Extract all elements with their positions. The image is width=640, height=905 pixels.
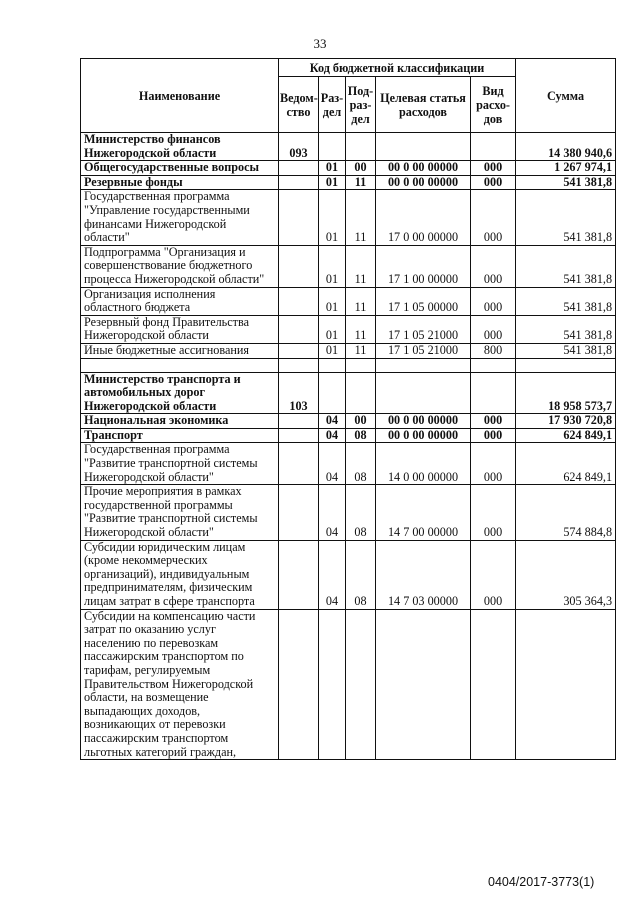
row-vid-cell: 800: [471, 343, 516, 358]
row-podrazdel-cell: [346, 372, 376, 414]
row-razdel-cell: 01: [319, 315, 346, 343]
row-vedomstvo-cell: [279, 190, 319, 245]
row-celevaya-cell: 14 7 00 00000: [376, 485, 471, 540]
row-celevaya-cell: 14 0 00 00000: [376, 443, 471, 485]
row-sum-cell: 1 267 974,1: [516, 161, 616, 176]
header-code-group: Код бюджетной классификации: [279, 59, 516, 77]
row-celevaya-cell: 17 1 05 00000: [376, 287, 471, 315]
table-row: [81, 358, 616, 372]
row-celevaya-cell: 00 0 00 00000: [376, 428, 471, 443]
header-celevaya: Целевая статья расходов: [376, 77, 471, 133]
row-celevaya-cell: 14 7 03 00000: [376, 540, 471, 609]
row-vedomstvo-cell: [279, 609, 319, 760]
row-celevaya-cell: [376, 609, 471, 760]
row-razdel-cell: [319, 372, 346, 414]
row-sum-cell: 18 958 573,7: [516, 372, 616, 414]
row-vid-cell: 000: [471, 485, 516, 540]
row-podrazdel-cell: 11: [346, 245, 376, 287]
row-podrazdel-cell: 11: [346, 287, 376, 315]
row-vid-cell: [471, 372, 516, 414]
row-name-cell: Общегосударственные вопросы: [81, 161, 279, 176]
row-sum-cell: 624 849,1: [516, 428, 616, 443]
table-row: [81, 133, 616, 161]
row-vid-cell: 000: [471, 540, 516, 609]
row-sum-cell: 541 381,8: [516, 315, 616, 343]
header-razdel: Раз-дел: [319, 77, 346, 133]
row-celevaya-cell: [376, 358, 471, 372]
document-code: 0404/2017-3773(1): [488, 875, 595, 889]
row-celevaya-cell: [376, 133, 471, 161]
row-celevaya-cell: 00 0 00 00000: [376, 414, 471, 429]
table-row: [81, 414, 616, 429]
row-name-cell: Прочие мероприятия в рамках государственной программы "Развитие транспортной системы Нижегородской области": [81, 485, 279, 540]
row-vedomstvo-cell: [279, 343, 319, 358]
table-row: [81, 540, 616, 609]
row-razdel-cell: [319, 609, 346, 760]
row-vedomstvo-cell: 103: [279, 372, 319, 414]
header-name: Наименование: [81, 59, 279, 133]
row-vedomstvo-cell: [279, 161, 319, 176]
row-celevaya-cell: 17 0 00 00000: [376, 190, 471, 245]
row-podrazdel-cell: 08: [346, 540, 376, 609]
row-vid-cell: 000: [471, 287, 516, 315]
row-celevaya-cell: 17 1 00 00000: [376, 245, 471, 287]
row-razdel-cell: 01: [319, 190, 346, 245]
row-name-cell: Субсидии юридическим лицам (кроме некоммерческих организаций), индивидуальным предпринимателям, физическим лицам затрат в сфере транспорта: [81, 540, 279, 609]
header-sum: Сумма: [516, 59, 616, 133]
row-vedomstvo-cell: [279, 287, 319, 315]
table-row: [81, 287, 616, 315]
row-razdel-cell: 04: [319, 414, 346, 429]
row-sum-cell: 541 381,8: [516, 245, 616, 287]
row-vedomstvo-cell: [279, 443, 319, 485]
table-row: [81, 609, 616, 760]
row-celevaya-cell: 00 0 00 00000: [376, 175, 471, 190]
budget-table: [80, 58, 616, 760]
row-sum-cell: 541 381,8: [516, 175, 616, 190]
row-name-cell: Организация исполнения областного бюджета: [81, 287, 279, 315]
row-vid-cell: 000: [471, 443, 516, 485]
row-razdel-cell: 01: [319, 343, 346, 358]
row-vid-cell: 000: [471, 161, 516, 176]
row-podrazdel-cell: 08: [346, 485, 376, 540]
row-name-cell: Резервный фонд Правительства Нижегородской области: [81, 315, 279, 343]
row-name-cell: Подпрограмма "Организация и совершенствование бюджетного процесса Нижегородской области": [81, 245, 279, 287]
row-vedomstvo-cell: 093: [279, 133, 319, 161]
row-vedomstvo-cell: [279, 428, 319, 443]
row-sum-cell: 541 381,8: [516, 190, 616, 245]
row-vedomstvo-cell: [279, 485, 319, 540]
row-celevaya-cell: 00 0 00 00000: [376, 161, 471, 176]
row-celevaya-cell: 17 1 05 21000: [376, 315, 471, 343]
page-number: 33: [313, 36, 327, 51]
row-vid-cell: [471, 358, 516, 372]
row-vedomstvo-cell: [279, 175, 319, 190]
table-row: [81, 372, 616, 414]
row-razdel-cell: 04: [319, 428, 346, 443]
row-vid-cell: 000: [471, 414, 516, 429]
row-razdel-cell: [319, 133, 346, 161]
row-name-cell: Министерство транспорта и автомобильных дорог Нижегородской области: [81, 372, 279, 414]
row-name-cell: Субсидии на компенсацию части затрат по оказанию услуг населению по перевозкам пассажирским транспортом по тарифам, регулируемым Правительством Нижегородской области, на возмещение выпадающих доходов, возникающих от перевозки пассажирским транспортом льготных категорий граждан,: [81, 609, 279, 760]
row-sum-cell: 541 381,8: [516, 287, 616, 315]
row-celevaya-cell: 17 1 05 21000: [376, 343, 471, 358]
row-name-cell: Государственная программа "Развитие транспортной системы Нижегородской области": [81, 443, 279, 485]
row-vedomstvo-cell: [279, 414, 319, 429]
row-vid-cell: 000: [471, 190, 516, 245]
row-vid-cell: 000: [471, 315, 516, 343]
table-row: [81, 343, 616, 358]
row-podrazdel-cell: 11: [346, 343, 376, 358]
row-vid-cell: [471, 133, 516, 161]
table-row: [81, 245, 616, 287]
row-podrazdel-cell: [346, 609, 376, 760]
row-podrazdel-cell: 11: [346, 315, 376, 343]
row-name-cell: Государственная программа "Управление государственными финансами Нижегородской области": [81, 190, 279, 245]
header-vid: Вид расхо-дов: [471, 77, 516, 133]
row-sum-cell: [516, 358, 616, 372]
row-name-cell: Транспорт: [81, 428, 279, 443]
table-row: [81, 315, 616, 343]
header-vedomstvo: Ведом-ство: [279, 77, 319, 133]
header-podrazdel: Под-раз-дел: [346, 77, 376, 133]
row-vedomstvo-cell: [279, 245, 319, 287]
row-podrazdel-cell: [346, 358, 376, 372]
table-row: [81, 190, 616, 245]
row-sum-cell: 541 381,8: [516, 343, 616, 358]
row-name-cell: [81, 358, 279, 372]
row-razdel-cell: 04: [319, 540, 346, 609]
table-body: [81, 133, 616, 760]
row-podrazdel-cell: 11: [346, 175, 376, 190]
row-vedomstvo-cell: [279, 540, 319, 609]
row-sum-cell: 574 884,8: [516, 485, 616, 540]
table-row: [81, 161, 616, 176]
row-razdel-cell: 01: [319, 175, 346, 190]
row-sum-cell: [516, 609, 616, 760]
row-podrazdel-cell: 08: [346, 428, 376, 443]
row-podrazdel-cell: 08: [346, 443, 376, 485]
row-podrazdel-cell: 11: [346, 190, 376, 245]
table-row: [81, 485, 616, 540]
row-name-cell: Иные бюджетные ассигнования: [81, 343, 279, 358]
row-vid-cell: [471, 609, 516, 760]
row-vedomstvo-cell: [279, 315, 319, 343]
row-razdel-cell: 01: [319, 287, 346, 315]
row-vedomstvo-cell: [279, 358, 319, 372]
row-name-cell: Резервные фонды: [81, 175, 279, 190]
row-razdel-cell: 04: [319, 443, 346, 485]
row-vid-cell: 000: [471, 428, 516, 443]
row-vid-cell: 000: [471, 245, 516, 287]
row-podrazdel-cell: [346, 133, 376, 161]
table-row: [81, 443, 616, 485]
row-razdel-cell: 01: [319, 161, 346, 176]
table-row: [81, 428, 616, 443]
row-podrazdel-cell: 00: [346, 161, 376, 176]
row-razdel-cell: 01: [319, 245, 346, 287]
row-podrazdel-cell: 00: [346, 414, 376, 429]
row-razdel-cell: 04: [319, 485, 346, 540]
row-razdel-cell: [319, 358, 346, 372]
row-vid-cell: 000: [471, 175, 516, 190]
row-name-cell: Министерство финансов Нижегородской области: [81, 133, 279, 161]
row-name-cell: Национальная экономика: [81, 414, 279, 429]
row-sum-cell: 14 380 940,6: [516, 133, 616, 161]
table-row: [81, 175, 616, 190]
row-celevaya-cell: [376, 372, 471, 414]
row-sum-cell: 305 364,3: [516, 540, 616, 609]
row-sum-cell: 624 849,1: [516, 443, 616, 485]
row-sum-cell: 17 930 720,8: [516, 414, 616, 429]
